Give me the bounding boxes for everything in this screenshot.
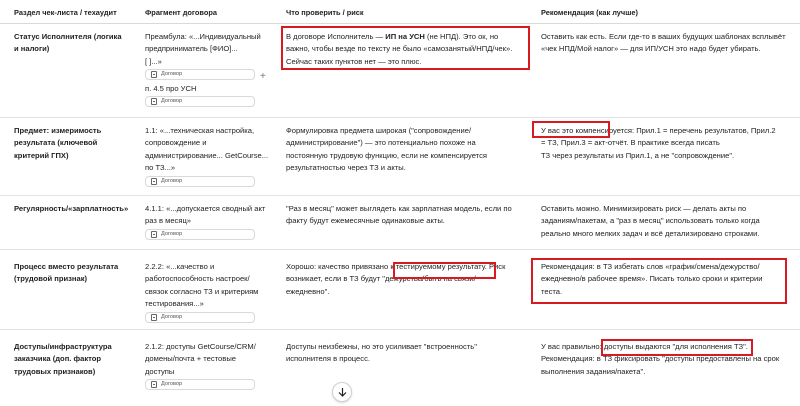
header-risk: Что проверить / риск xyxy=(286,8,364,17)
table-header xyxy=(0,0,800,24)
recommendation-cell: Оставить можно. Минимизировать риск — делать акты по заданиям/пакетам, а "раз в месяц" использовать только когда реально много мелких задач и всё детализировано строками. xyxy=(541,204,760,238)
recommendation-cell: Оставить как есть. Если где-то в ваших будущих шаблонах всплывёт «чек НПД/Мой налог» — для ИП/УСН это надо будет убирать. xyxy=(541,32,786,54)
arrow-down-icon xyxy=(338,387,347,397)
contract-chip[interactable]: Договор xyxy=(145,379,255,390)
highlight-box xyxy=(393,262,496,279)
section-cell: Статус Исполнителя (логика и налоги) xyxy=(14,32,122,54)
document-icon xyxy=(151,381,157,388)
bold-phrase: ИП на УСН xyxy=(385,32,425,41)
risk-cell: Формулировка предмета широкая ("сопровождение/ администрирование") — это потенциально похоже на постоянную трудовую функцию, если не компенсируется результатностью через ТЗ и акты. xyxy=(286,126,487,173)
table-row xyxy=(0,196,800,250)
recommendation-cell: Рекомендация: в ТЗ избегать слов «график/смена/дежурство/ ежедневно/в рабочее время». Писать только сроки и критерии теста. xyxy=(541,262,763,296)
header-recommendation: Рекомендация (как лучше) xyxy=(541,8,638,17)
document-icon xyxy=(151,231,157,238)
recommendation-cell: У вас правильно: доступы выдаются "для исполнения ТЗ". Рекомендация: в ТЗ фиксировать "доступы предоставлены на срок выполнения задания/пакета". xyxy=(541,342,780,376)
highlight-box xyxy=(531,258,787,304)
section-cell: Доступы/инфраструктура заказчика (доп. фактор трудовых признаков) xyxy=(14,342,112,376)
fragment-cell: 2.2.2: «...качество и работоспособность настроек/ связок согласно ТЗ и критериям тестирования...» Договор xyxy=(145,261,267,325)
risk-cell: Хорошо: качество привязано к тестируемому результату. Риск возникает, если в ТЗ будут "дежурства/быть на связи/ ежедневно". xyxy=(286,262,506,296)
highlight-box xyxy=(532,121,610,138)
highlight-box xyxy=(601,339,753,356)
contract-chip[interactable]: Договор xyxy=(145,312,255,323)
section-cell: Регулярность/«зарплатность» xyxy=(14,204,129,213)
fragment-cell: 4.1.1: «...допускается сводный акт раз в месяц» Договор xyxy=(145,203,267,242)
header-fragment: Фрагмент договора xyxy=(145,8,218,17)
document-icon xyxy=(151,178,157,185)
fragment-cell: 2.1.2: доступы GetCourse/CRM/ домены/почта + тестовые доступы Договор xyxy=(145,341,267,393)
section-cell: Процесс вместо результата (трудовой признак) xyxy=(14,262,119,284)
risk-cell: Доступы неизбежны, но это усиливает "встроенность" исполнителя в процесс. xyxy=(286,342,477,364)
highlight-box xyxy=(281,26,530,70)
add-icon[interactable]: + xyxy=(260,71,266,82)
header-section: Раздел чек-листа / техаудит xyxy=(14,8,117,17)
contract-chip[interactable]: Договор xyxy=(145,176,255,187)
table-row xyxy=(0,118,800,196)
contract-chip[interactable]: Договор xyxy=(145,69,255,80)
fragment-cell: Преамбула: «...Индивидуальный предприниматель [ФИО]... [ ]...» Договор п. 4.5 про УСН Договор xyxy=(145,31,267,109)
risk-cell: В договоре Исполнитель — ИП на УСН (не НПД). Это ок, но важно, чтобы везде по тексту не было «самозанятый/НПД/чек». Сейчас таких пунктов нет — это плюс. xyxy=(286,32,513,66)
scroll-down-button[interactable] xyxy=(332,382,352,402)
recommendation-cell: У вас это компенсируется: Прил.1 = перечень результатов, Прил.2 = ТЗ, Прил.3 = акт-отчёт. В практике всегда писать ТЗ через результаты из Прил.1, а не "сопровождение". xyxy=(541,126,776,160)
section-cell: Предмет: измеримость результата (ключевой критерий ГПХ) xyxy=(14,126,102,160)
risk-cell: "Раз в месяц" может выглядеть как зарплатная модель, если по факту будут ежемесячные одинаковые акты. xyxy=(286,204,512,226)
contract-chip[interactable]: Договор xyxy=(145,96,255,107)
document-icon xyxy=(151,71,157,78)
contract-chip[interactable]: Договор xyxy=(145,229,255,240)
fragment-cell: 1.1: «...техническая настройка, сопровождение и администрирование... GetCourse... по ТЗ...» Договор xyxy=(145,125,267,189)
document-icon xyxy=(151,98,157,105)
document-icon xyxy=(151,314,157,321)
